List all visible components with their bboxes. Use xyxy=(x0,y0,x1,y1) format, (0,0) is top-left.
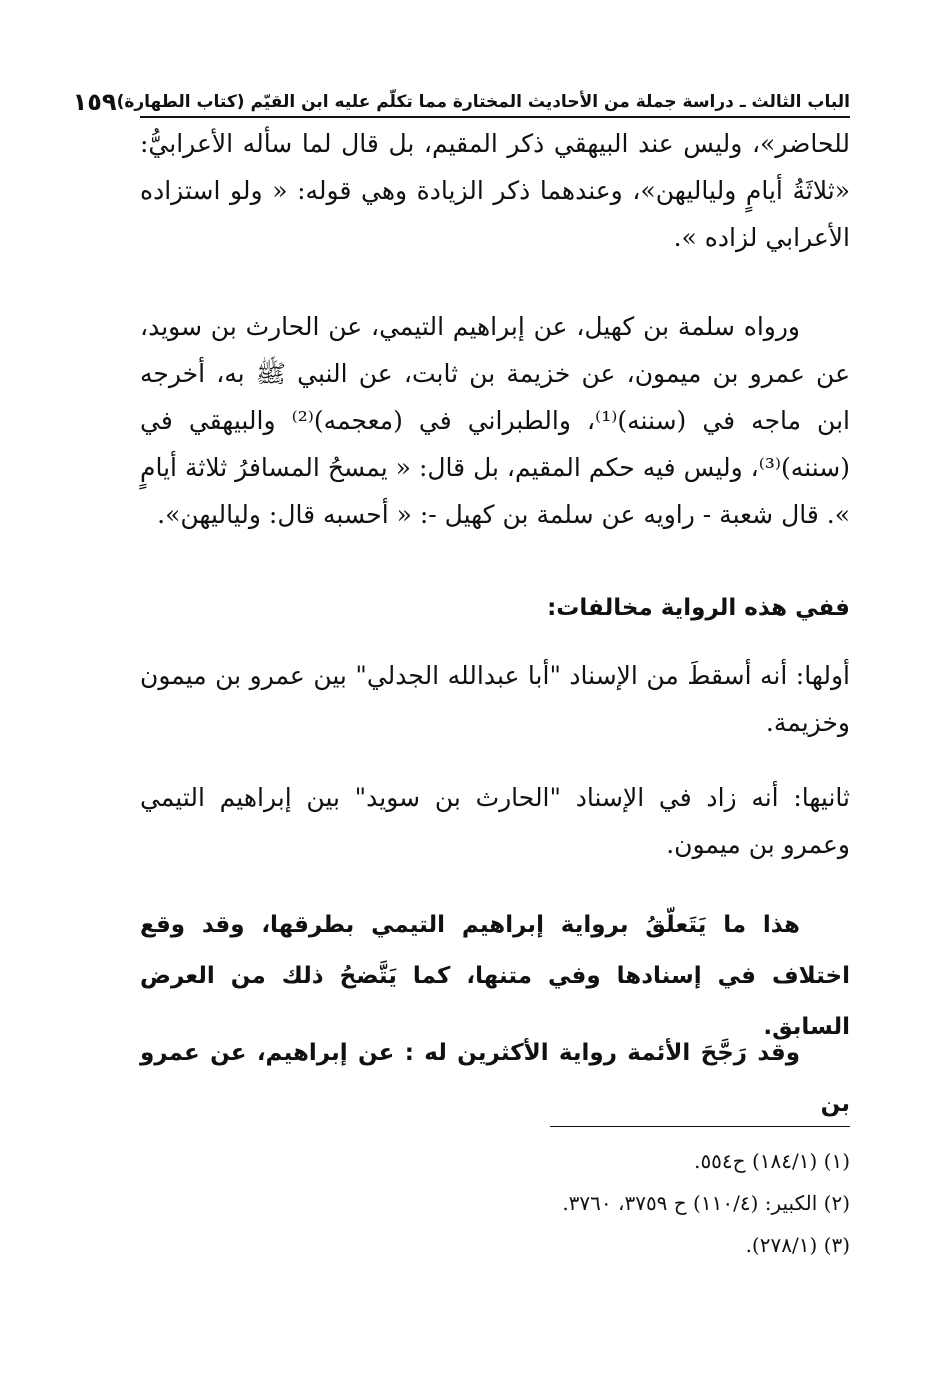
footnote-2: (٢) الكبير: (١١٠/٤) ح ٣٧٥٩، ٣٧٦٠. xyxy=(562,1191,850,1215)
chapter-title: الباب الثالث ـ دراسة جملة من الأحاديث المختارة مما تكلّم عليه ابن القيّم (كتاب الطهارة) xyxy=(116,92,850,112)
section-heading: ففي هذه الرواية مخالفات: xyxy=(547,595,850,621)
footnote-1: (١) (١٨٤/١) ح٥٥٤. xyxy=(694,1149,850,1173)
paragraph-2: ورواه سلمة بن كهيل، عن إبراهيم التيمي، عن الحارث بن سويد، عن عمرو بن ميمون، عن خزيمة بن ثابت، عن النبي ﷺ به، أخرجه ابن ماجه في (سننه)⁽¹⁾، والطبراني في (معجمه)⁽²⁾ والبيهقي في (سننه)⁽³⁾، وليس فيه حكم المقيم، بل قال: « يمسحُ المسافرُ ثلاثة أيامٍ ». قال شعبة - راويه عن سلمة بن كهيل -: « أحسبه قال: ولياليهن». xyxy=(140,312,850,529)
footnotes xyxy=(140,1140,850,1266)
paragraph-1: للحاضر»، وليس عند البيهقي ذكر المقيم، بل قال لما سأله الأعرابيُّ: «ثلاثَةُ أيامٍ ولياليهن»، وعندهما ذكر الزيادة وهي قوله: « ولو استزاده الأعرابي لزاده ». xyxy=(140,129,850,252)
footnote-divider xyxy=(550,1126,850,1127)
paragraph-5-bold: هذا ما يَتَعلّقُ برواية إبراهيم التيمي بطرقها، وقد وقع اختلاف في إسنادها وفي متنها، كما يَتَّضحُ ذلك من العرض السابق. xyxy=(140,912,850,1040)
paragraph-4: ثانيها: أنه زاد في الإسناد "الحارث بن سويد" بين إبراهيم التيمي وعمرو بن ميمون. xyxy=(140,783,850,859)
footnote-3: (٣) (٢٧٨/١). xyxy=(745,1233,850,1257)
running-header xyxy=(72,82,850,118)
paragraph-6-bold: وقد رَجَّحَ الأئمة رواية الأكثرين له : عن إبراهيم، عن عمرو بن xyxy=(140,1040,850,1117)
page-number: ١٥٩ xyxy=(72,88,117,116)
paragraph-3: أولها: أنه أسقطَ من الإسناد "أبا عبدالله الجدلي" بين عمرو بن ميمون وخزيمة. xyxy=(140,661,850,737)
